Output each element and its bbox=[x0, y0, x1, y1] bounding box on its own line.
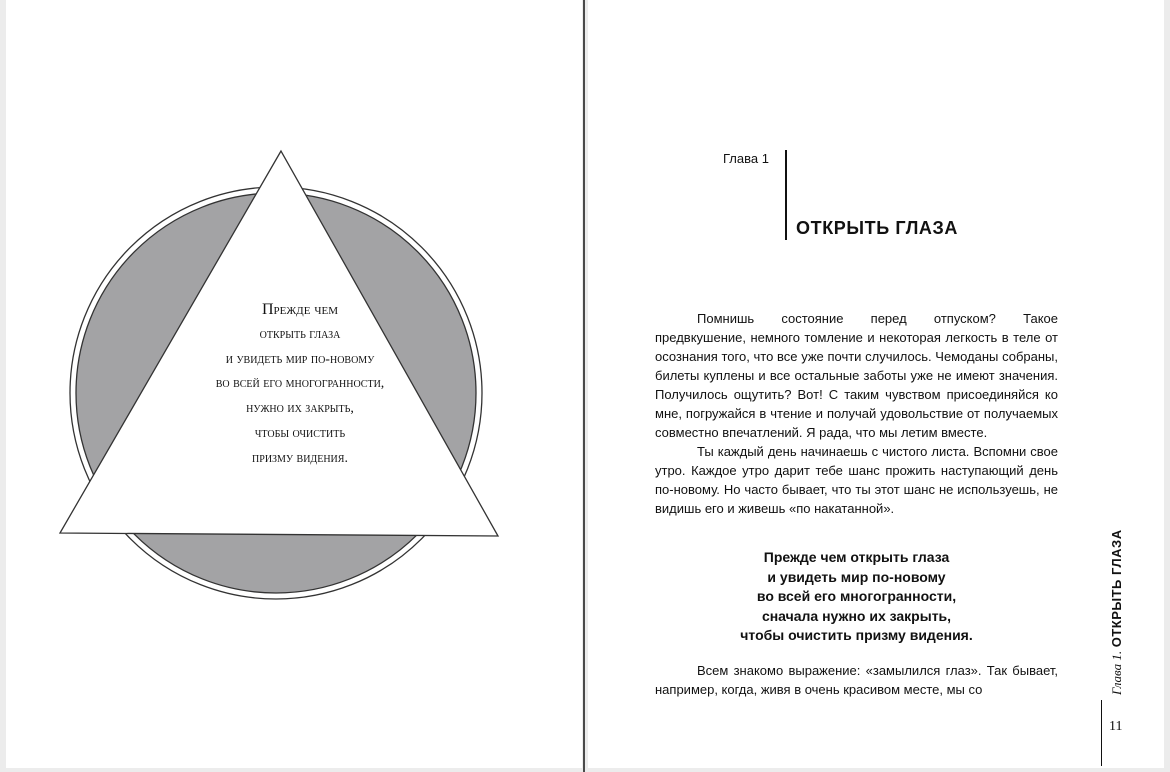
triangle-line: во всей его многогранности, bbox=[215, 376, 385, 392]
highlight-quote bbox=[655, 548, 1058, 646]
triangle-line: и увидеть мир по-новому bbox=[225, 351, 375, 367]
chapter-divider bbox=[785, 150, 787, 240]
chapter-label: Глава 1 bbox=[723, 151, 769, 166]
chapter-title: ОТКРЫТЬ ГЛАЗА bbox=[796, 218, 959, 238]
running-head-title: ОТКРЫТЬ ГЛАЗА bbox=[1109, 529, 1124, 648]
body-paragraphs bbox=[655, 309, 1058, 518]
quote-line: во всей его многогранности, bbox=[756, 588, 957, 604]
triangle-line: чтобы очистить bbox=[254, 425, 346, 441]
quote-line: и увидеть мир по-новому bbox=[767, 568, 946, 585]
triangle-caption bbox=[150, 298, 450, 472]
page-number: 11 bbox=[1109, 719, 1123, 734]
body-paragraph-continued bbox=[655, 661, 1058, 699]
running-head bbox=[1109, 529, 1125, 695]
triangle-line: Прежде чем bbox=[261, 301, 339, 318]
triangle-line: нужно их закрыть, bbox=[246, 401, 354, 417]
running-head-chapter: Глава 1. bbox=[1109, 650, 1124, 695]
triangle-line: открыть глаза bbox=[259, 326, 341, 342]
book-spine bbox=[583, 0, 585, 772]
paragraph-1: Помнишь состояние перед отпуском? Такое предвкушение, немного томление и некоторая легкость в теле от осознания того, что все уже почти случилось. Чемоданы собраны, билеты куплены и все остальные заботы уже не имеют значения. Получилось ощутить? Вот! С таким чувством присоединяйся ко мне, погружайся в чтение и получай удовольствие от получаемых совместно впечатлений. Я рада, что мы летим вместе. bbox=[655, 311, 1058, 440]
quote-line: сначала нужно их закрыть, bbox=[761, 607, 952, 624]
paragraph-2: Ты каждый день начинаешь с чистого листа. Вспомни свое утро. Каждое утро дарит тебе шанс прожить наступающий день по-новому. Но часто бывает, что ты этот шанс не используешь, не видишь его и живешь «по накатанной». bbox=[655, 444, 1058, 516]
quote-line: Прежде чем открыть глаза bbox=[763, 549, 950, 565]
triangle-line: призму видения. bbox=[252, 450, 348, 466]
quote-line: чтобы очистить призму видения. bbox=[740, 627, 973, 643]
page-number-rule bbox=[1101, 700, 1102, 766]
paragraph-3: Всем знакомо выражение: «замылился глаз». Так бывает, например, когда, живя в очень красивом месте, мы со bbox=[655, 663, 1058, 697]
